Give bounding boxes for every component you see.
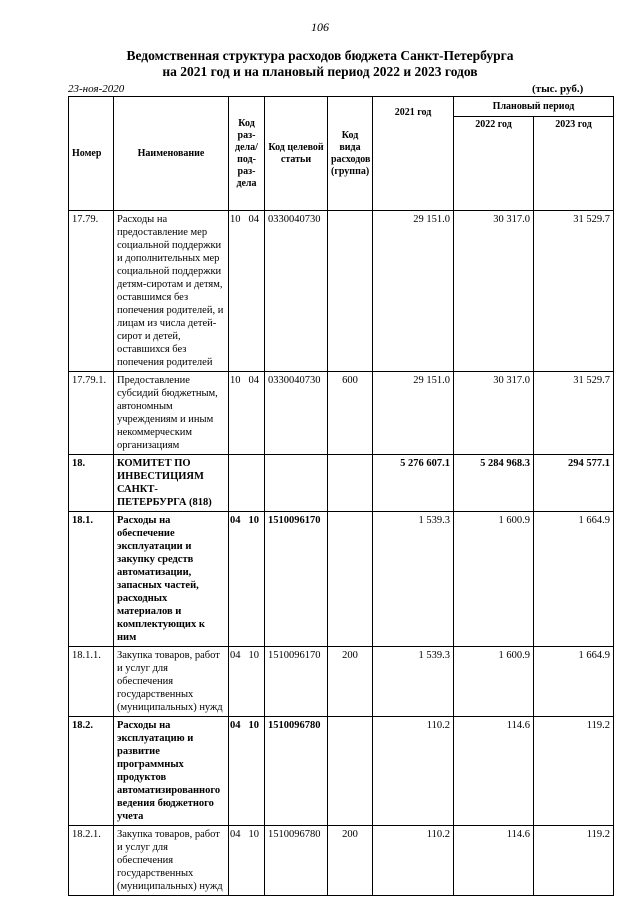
row-name: Расходы на предоставление мер социальной поддержки и дополнительных мер социальной поддержки детям-сиротам и детям, оставшимся без попечения родителей, и лицам из числа детей-сирот и детей, оставшихся без попечения родителей bbox=[114, 211, 229, 372]
row-name: Расходы на обеспечение эксплуатации и закупку средств автоматизации, запасных частей, расходных материалов и комплектующих к ним bbox=[114, 512, 229, 647]
page-number: 106 bbox=[311, 20, 329, 34]
row-number: 18.1.1. bbox=[69, 647, 114, 717]
row-name: Закупка товаров, работ и услуг для обеспечения государственных (муниципальных) нужд bbox=[114, 826, 229, 896]
row-2023: 1 664.9 bbox=[534, 647, 614, 717]
table-row bbox=[69, 211, 614, 372]
header-number: Номер bbox=[69, 97, 114, 211]
row-podrazdel: 10 bbox=[248, 720, 259, 731]
row-2022: 30 317.0 bbox=[454, 372, 534, 455]
row-2021: 29 151.0 bbox=[373, 372, 454, 455]
row-target-code: 1510096780 bbox=[265, 717, 328, 826]
row-podrazdel: 04 bbox=[248, 214, 259, 225]
row-razdel: 04 bbox=[230, 650, 241, 661]
row-target-code: 0330040730 bbox=[265, 211, 328, 372]
units-label: (тыс. руб.) bbox=[532, 83, 584, 95]
row-section-code bbox=[229, 826, 265, 896]
row-2022: 114.6 bbox=[454, 717, 534, 826]
header-section-code: Код раз-дела/ под-раз-дела bbox=[229, 97, 265, 211]
row-number: 18. bbox=[69, 455, 114, 512]
row-expense-type: 200 bbox=[328, 826, 373, 896]
row-target-code bbox=[265, 455, 328, 512]
header-2022: 2022 год bbox=[454, 117, 534, 211]
row-number: 18.2. bbox=[69, 717, 114, 826]
table-row bbox=[69, 372, 614, 455]
row-section-code bbox=[229, 455, 265, 512]
row-2021: 5 276 607.1 bbox=[373, 455, 454, 512]
table-row bbox=[69, 717, 614, 826]
row-2022: 30 317.0 bbox=[454, 211, 534, 372]
row-2023: 31 529.7 bbox=[534, 372, 614, 455]
row-number: 17.79. bbox=[69, 211, 114, 372]
row-2021: 29 151.0 bbox=[373, 211, 454, 372]
row-name: КОМИТЕТ ПО ИНВЕСТИЦИЯМ САНКТ-ПЕТЕРБУРГА (818) bbox=[114, 455, 229, 512]
row-number: 18.1. bbox=[69, 512, 114, 647]
table-row bbox=[69, 647, 614, 717]
document-title bbox=[0, 48, 640, 80]
row-razdel: 10 bbox=[230, 214, 241, 225]
row-expense-type bbox=[328, 211, 373, 372]
table-row bbox=[69, 512, 614, 647]
row-2021: 110.2 bbox=[373, 717, 454, 826]
row-expense-type bbox=[328, 455, 373, 512]
row-razdel: 10 bbox=[230, 375, 241, 386]
row-2023: 119.2 bbox=[534, 826, 614, 896]
row-expense-type: 600 bbox=[328, 372, 373, 455]
header-target-code: Код целевой статьи bbox=[265, 97, 328, 211]
budget-table bbox=[68, 96, 614, 896]
row-2023: 31 529.7 bbox=[534, 211, 614, 372]
row-number: 18.2.1. bbox=[69, 826, 114, 896]
row-2023: 1 664.9 bbox=[534, 512, 614, 647]
row-2022: 5 284 968.3 bbox=[454, 455, 534, 512]
row-razdel: 04 bbox=[230, 720, 241, 731]
row-target-code: 1510096170 bbox=[265, 647, 328, 717]
row-expense-type bbox=[328, 717, 373, 826]
row-2022: 114.6 bbox=[454, 826, 534, 896]
row-2021: 1 539.3 bbox=[373, 512, 454, 647]
row-razdel: 04 bbox=[230, 829, 241, 840]
row-2021: 110.2 bbox=[373, 826, 454, 896]
row-podrazdel: 10 bbox=[248, 829, 259, 840]
header-planned-period: Плановый период bbox=[454, 97, 614, 117]
header-2021: 2021 год bbox=[373, 97, 454, 211]
row-podrazdel: 10 bbox=[248, 650, 259, 661]
row-section-code bbox=[229, 717, 265, 826]
row-name: Предоставление субсидий бюджетным, автономным учреждениям и иным некоммерческим организациям bbox=[114, 372, 229, 455]
row-2021: 1 539.3 bbox=[373, 647, 454, 717]
row-number: 17.79.1. bbox=[69, 372, 114, 455]
table-row bbox=[69, 826, 614, 896]
title-line-1: Ведомственная структура расходов бюджета Санкт-Петербурга bbox=[126, 48, 514, 63]
row-podrazdel: 10 bbox=[248, 515, 259, 526]
row-podrazdel: 04 bbox=[248, 375, 259, 386]
header-name: Наименование bbox=[114, 97, 229, 211]
row-2022: 1 600.9 bbox=[454, 512, 534, 647]
row-target-code: 0330040730 bbox=[265, 372, 328, 455]
row-name: Расходы на эксплуатацию и развитие программных продуктов автоматизированного ведения бюджетного учета bbox=[114, 717, 229, 826]
row-2023: 294 577.1 bbox=[534, 455, 614, 512]
row-section-code bbox=[229, 512, 265, 647]
header-2023: 2023 год bbox=[534, 117, 614, 211]
row-expense-type: 200 bbox=[328, 647, 373, 717]
title-line-2: на 2021 год и на плановый период 2022 и 2023 годов bbox=[162, 64, 478, 79]
row-2022: 1 600.9 bbox=[454, 647, 534, 717]
row-section-code bbox=[229, 647, 265, 717]
row-target-code: 1510096170 bbox=[265, 512, 328, 647]
header-expense-type: Код вида расходов (группа) bbox=[328, 97, 373, 211]
row-razdel: 04 bbox=[230, 515, 241, 526]
row-target-code: 1510096780 bbox=[265, 826, 328, 896]
row-expense-type bbox=[328, 512, 373, 647]
row-section-code bbox=[229, 372, 265, 455]
row-2023: 119.2 bbox=[534, 717, 614, 826]
row-name: Закупка товаров, работ и услуг для обеспечения государственных (муниципальных) нужд bbox=[114, 647, 229, 717]
document-date: 23-ноя-2020 bbox=[68, 83, 125, 95]
row-section-code bbox=[229, 211, 265, 372]
table-row bbox=[69, 455, 614, 512]
